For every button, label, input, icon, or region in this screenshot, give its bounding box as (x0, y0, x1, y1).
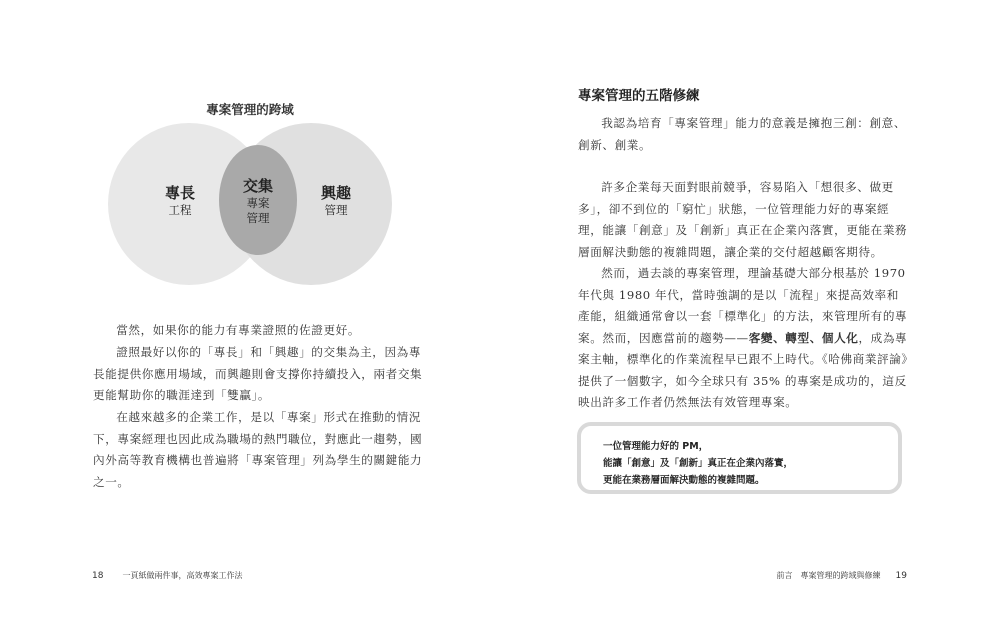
right-paragraph-2-start: 然而，過去談的專案管理，理論基礎大部分根基於 1970 年代與 1980 年代，當時強調的是以「流程」來提高效率和產能，組織通常會以一套「標準化」的方法，來管理所有的專案。然而，因應當前的趨勢—— (578, 266, 908, 345)
right-page-number: 19 (895, 571, 907, 581)
right-footer (775, 570, 907, 581)
left-footer (92, 570, 243, 581)
left-paragraph-1: 當然，如果你的能力有專業證照的佐證更好。 (116, 323, 361, 337)
right-paragraph-2-emphasis: 客變、轉型、個人化 (748, 330, 859, 345)
left-paragraph-2: 證照最好以你的「專長」和「興趣」的交集為主，因為專長能提供你應用場域，而興趣則會支撐你持續投入，兩者交集更能幫助你的職涯達到「雙贏」。 (93, 345, 423, 402)
callout-line-3: 更能在業務層面解決動態的複雜問題。 (603, 475, 765, 486)
right-running-title: 前言 專案管理的跨域與修練 (776, 571, 881, 580)
venn-middle-title: 交集 (242, 177, 273, 195)
right-paragraph-2-end: ，成為專案主軸，標準化的作業流程早已跟不上時代。《哈佛商業評論》提供了一個數字，如今全球只有 35% 的專案是成功的，這反映出許多工作者仍然無法有效管理專案。 (578, 330, 908, 409)
section-title: 專案管理的五階修練 (578, 88, 700, 104)
callout-line-1: 一位管理能力好的 PM， (603, 441, 709, 452)
right-paragraph-1: 許多企業每天面對眼前競爭，容易陷入「想很多、做更多」，卻不到位的「窮忙」狀態，一位管理能力好的專案經理，能讓「創意」及「創新」真正在企業內落實，更能在業務層面解決動態的複雜問題，讓企業的交付超越顧客期待。 (578, 180, 908, 259)
venn-title: 專案管理的跨域 (206, 102, 294, 117)
venn-middle-subtitle-2: 管理 (246, 211, 270, 225)
venn-left-subtitle: 工程 (168, 203, 192, 217)
right-paragraph-2 (578, 263, 908, 414)
venn-left-title: 專長 (164, 184, 195, 202)
left-page-number: 18 (92, 571, 104, 581)
right-intro: 我認為培育「專案管理」能力的意義是擁抱三創：創意、創新、創業。 (578, 116, 907, 152)
venn-middle-subtitle-1: 專案 (246, 196, 270, 210)
callout-box (577, 422, 902, 494)
callout-line-2: 能讓「創意」及「創新」真正在企業內落實， (603, 458, 794, 469)
left-running-title: 一頁紙做兩件事，高效專案工作法 (122, 571, 243, 580)
venn-right-subtitle: 管理 (324, 203, 348, 217)
venn-right-label (296, 183, 376, 218)
venn-right-title: 興趣 (320, 184, 351, 202)
left-paragraph-3: 在越來越多的企業工作，是以「專案」形式在推動的情況下，專案經理也因此成為職場的熱門職位，對應此一趨勢，國內外高等教育機構也普遍將「專案管理」列為學生的關鍵能力之一。 (93, 410, 423, 489)
venn-middle-label (218, 176, 298, 226)
venn-left-label (140, 183, 220, 218)
